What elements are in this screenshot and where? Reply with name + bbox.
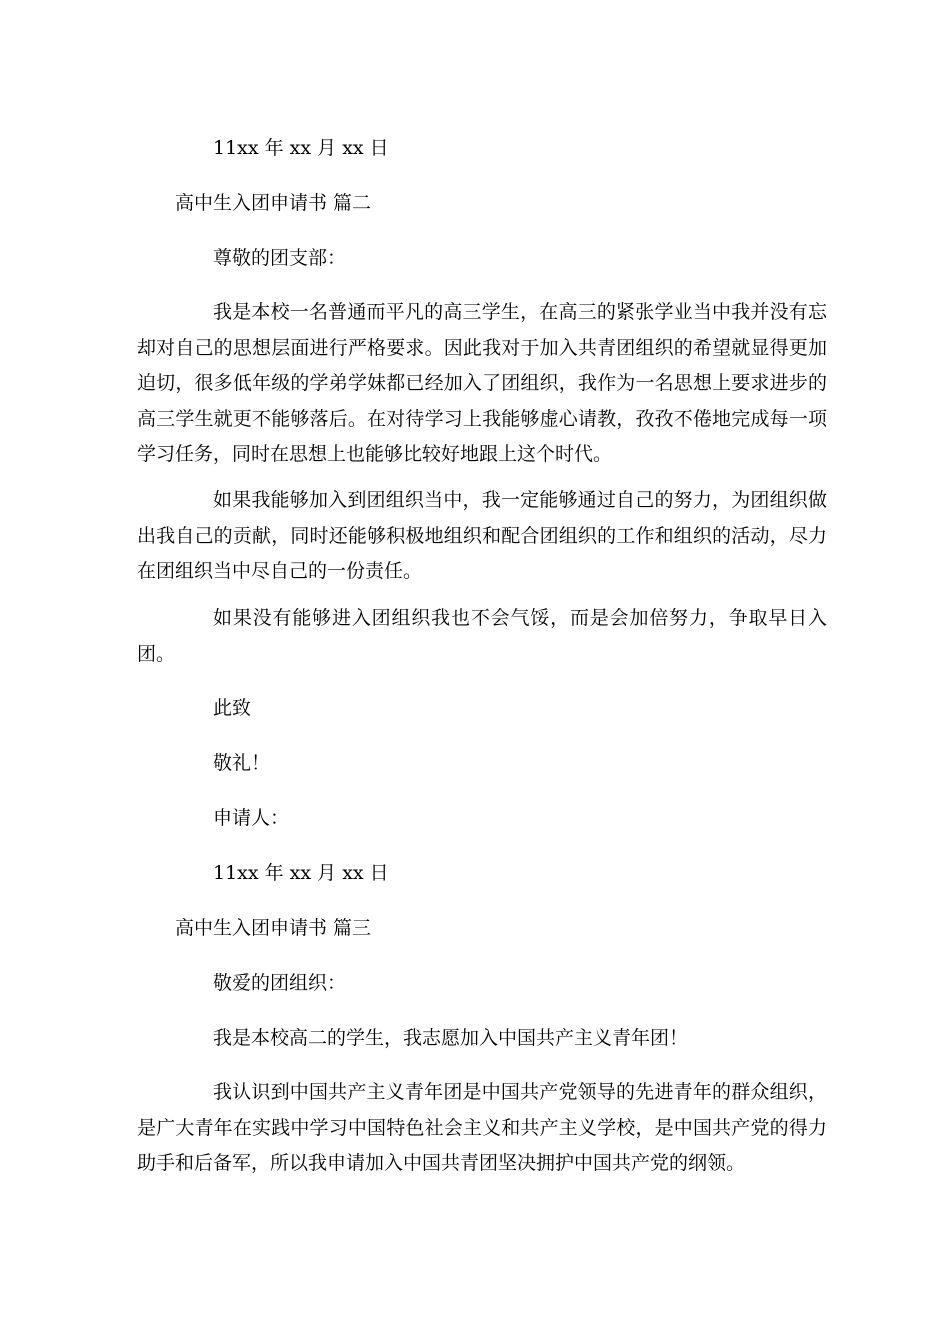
salutation-2: 尊敬的团支部： <box>213 247 347 269</box>
date-line-2: 11xx 年 xx 月 xx 日 <box>213 862 389 884</box>
closing-line-2: 敬礼！ <box>213 752 271 774</box>
salutation-3: 敬爱的团组织： <box>213 972 347 994</box>
paragraph-3-1: 我是本校高二的学生，我志愿加入中国共产主义青年团！ <box>213 1027 689 1049</box>
section-heading-2: 高中生入团申请书 篇二 <box>175 192 372 214</box>
paragraph-2-1: 我是本校一名普通而平凡的高三学生，在高三的紧张学业当中我并没有忘却对自己的思想层面进行严格要求。因此我对于加入共青团组织的希望就显得更加迫切，很多低年级的学弟学妹都已经加入了团组织，我作为一名思想上要求进步的高三学生就更不能够落后。在对待学习上我能够虚心请教，孜孜不倦地完成每一项学习任务，同时在思想上也能够比较好地跟上这个时代。 <box>137 301 827 465</box>
section-heading-3: 高中生入团申请书 篇三 <box>175 917 372 939</box>
paragraph-2-2: 如果我能够加入到团组织当中，我一定能够通过自己的努力，为团组织做出我自己的贡献，同时还能够积极地组织和配合团组织的工作和组织的活动，尽力在团组织当中尽自己的一份责任。 <box>137 489 827 582</box>
paragraph-3-2: 我认识到中国共产主义青年团是中国共产党领导的先进青年的群众组织，是广大青年在实践中学习中国特色社会主义和共产主义学校，是中国共产党的得力助手和后备军，所以我申请加入中国共青团坚决拥护中国共产党的纲领。 <box>137 1081 827 1174</box>
applicant-label: 申请人： <box>213 807 290 829</box>
closing-line-1: 此致 <box>213 697 252 719</box>
date-line-1: 11xx 年 xx 月 xx 日 <box>213 137 389 159</box>
paragraph-2-3: 如果没有能够进入团组织我也不会气馁，而是会加倍努力，争取早日入团。 <box>137 607 827 665</box>
